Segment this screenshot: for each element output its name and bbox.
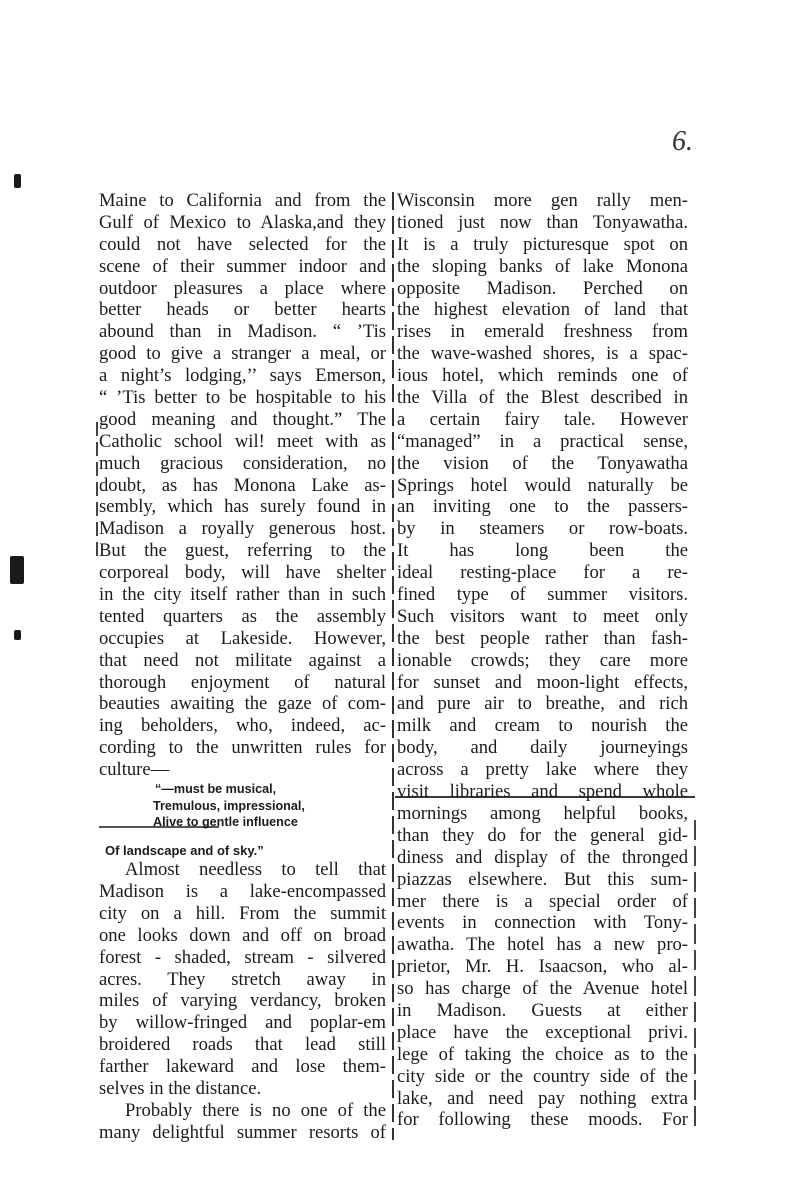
text-line: ideal resting-place for a re- — [397, 562, 688, 584]
text-line: mer there is a special order of — [397, 890, 688, 912]
text-line: for following these moods. For — [397, 1109, 688, 1131]
ink-smudge-middle — [10, 556, 24, 584]
text-line: mornings among helpful books, — [397, 802, 688, 824]
text-line: It is a truly picturesque spot on — [397, 233, 688, 255]
right-text-column — [397, 190, 688, 1131]
text-line: good to give a stranger a meal, or — [99, 343, 386, 365]
text-line: Madison a royally generous host. — [99, 518, 386, 540]
column-divider-rule — [392, 192, 394, 1140]
paragraph-start-line: Almost needless to tell that — [125, 859, 386, 881]
ink-smudge-lower — [14, 630, 21, 640]
text-line: city on a hill. From the summit — [99, 902, 386, 924]
text-line: abound than in Madison. “ ’Tis — [99, 321, 386, 343]
verse-line: Alive to gentle influence — [153, 815, 298, 830]
paragraph-start-line: Probably there is no one of the — [125, 1099, 386, 1121]
text-line: the highest elevation of land that — [397, 299, 688, 321]
text-line: place have the exceptional privi. — [397, 1021, 688, 1043]
text-line: visit libraries and spend whole — [397, 781, 688, 803]
text-line: forest - shaded, stream - silvered — [99, 946, 386, 968]
left-column-edge-rule — [96, 422, 98, 557]
text-line: an inviting one to the passers- — [397, 496, 688, 518]
text-line: thorough enjoyment of natural — [99, 671, 386, 693]
text-line: opposite Madison. Perched on — [397, 277, 688, 299]
text-line: better heads or better hearts — [99, 299, 386, 321]
text-line: beauties awaiting the gaze of com- — [99, 693, 386, 715]
text-line: a certain fairy tale. However — [397, 408, 688, 430]
text-line: broidered roads that lead still — [99, 1034, 386, 1056]
text-line: the vision of the Tonyawatha — [397, 452, 688, 474]
text-line: tioned just now than Tonyawatha. — [397, 211, 688, 233]
text-line: rises in emerald freshness from — [397, 321, 688, 343]
text-line: awatha. The hotel has a new pro- — [397, 934, 688, 956]
text-line: tented quarters as the assembly — [99, 605, 386, 627]
text-line: the sloping banks of lake Monona — [397, 255, 688, 277]
text-line: “ ’Tis better to be hospitable to his — [99, 387, 386, 409]
verse-line: Of landscape and of sky.” — [105, 842, 264, 858]
text-line: for sunset and moon-light effects, — [397, 671, 688, 693]
left-text-column — [99, 190, 386, 1144]
text-line: doubt, as has Monona Lake as- — [99, 474, 386, 496]
text-line: across a pretty lake where they — [397, 759, 688, 781]
text-line: “managed” in a practical sense, — [397, 430, 688, 452]
text-line: sembly, which has surely found in — [99, 496, 386, 518]
text-line: outdoor pleasures a place where — [99, 277, 386, 299]
text-line: lake, and need pay nothing extra — [397, 1087, 688, 1109]
text-line: the best people rather than fash- — [397, 627, 688, 649]
text-line: good meaning and thought.” The — [99, 408, 386, 430]
right-column-edge-rule — [694, 820, 696, 1130]
text-line: Catholic school wil! meet with as — [99, 430, 386, 452]
text-line: Madison is a lake-encompassed — [99, 880, 386, 902]
text-line: could not have selected for the — [99, 233, 386, 255]
text-line: Gulf of Mexico to Alaska,and they — [99, 211, 386, 233]
text-line: farther lakeward and lose them- — [99, 1056, 386, 1078]
text-line: lege of taking the choice as to the — [397, 1043, 688, 1065]
text-line: diness and display of the thronged — [397, 846, 688, 868]
text-line: the Villa of the Blest described in — [397, 387, 688, 409]
text-line: Wisconsin more gen rally men- — [397, 190, 688, 211]
text-line: fined type of summer visitors. — [397, 584, 688, 606]
ink-smudge-top — [14, 174, 21, 188]
text-line: a night’s lodging,’’ says Emerson, — [99, 365, 386, 387]
text-line: Such visitors want to meet only — [397, 605, 688, 627]
text-line: body, and daily journeyings — [397, 737, 688, 759]
text-line: in Madison. Guests at either — [397, 999, 688, 1021]
text-line: acres. They stretch away in — [99, 968, 386, 990]
text-line: city side or the country side of the — [397, 1065, 688, 1087]
text-line: piazzas elsewhere. But this sum- — [397, 868, 688, 890]
text-line: corporeal body, will have shelter — [99, 562, 386, 584]
text-line: But the guest, referring to the — [99, 540, 386, 562]
text-line: Maine to California and from the — [99, 190, 386, 211]
text-line: culture— — [99, 759, 170, 781]
text-line: events in connection with Tony- — [397, 912, 688, 934]
text-line: that need not militate against a — [99, 649, 386, 671]
text-line: many delightful summer resorts of — [99, 1121, 386, 1143]
text-line: ionable crowds; they care more — [397, 649, 688, 671]
text-line: miles of varying verdancy, broken — [99, 990, 386, 1012]
text-line: much gracious consideration, no — [99, 452, 386, 474]
text-line: than they do for the general gid- — [397, 824, 688, 846]
text-line: in the city itself rather than in such — [99, 584, 386, 606]
page-number-mark: 6. — [672, 126, 693, 157]
text-line: cording to the unwritten rules for — [99, 737, 386, 759]
text-line: occupies at Lakeside. However, — [99, 627, 386, 649]
text-line: so has charge of the Avenue hotel — [397, 978, 688, 1000]
text-line: by willow-fringed and poplar-em — [99, 1012, 386, 1034]
text-line: ious hotel, which reminds one of — [397, 365, 688, 387]
text-line: one looks down and off on broad — [99, 924, 386, 946]
text-line: the wave-washed shores, is a spac- — [397, 343, 688, 365]
text-line: and pure air to breathe, and rich — [397, 693, 688, 715]
text-line: prietor, Mr. H. Isaacson, who al- — [397, 956, 688, 978]
text-line: milk and cream to nourish the — [397, 715, 688, 737]
text-line: Springs hotel would naturally be — [397, 474, 688, 496]
text-line: It has long been the — [397, 540, 688, 562]
text-line: ing beholders, who, indeed, ac- — [99, 715, 386, 737]
verse-line: Tremulous, impressional, — [153, 798, 305, 813]
text-line: selves in the distance. — [99, 1077, 262, 1099]
verse-line: “—must be musical, — [155, 782, 277, 797]
text-line: scene of their summer indoor and — [99, 255, 386, 277]
text-line: by in steamers or row-boats. — [397, 518, 688, 540]
